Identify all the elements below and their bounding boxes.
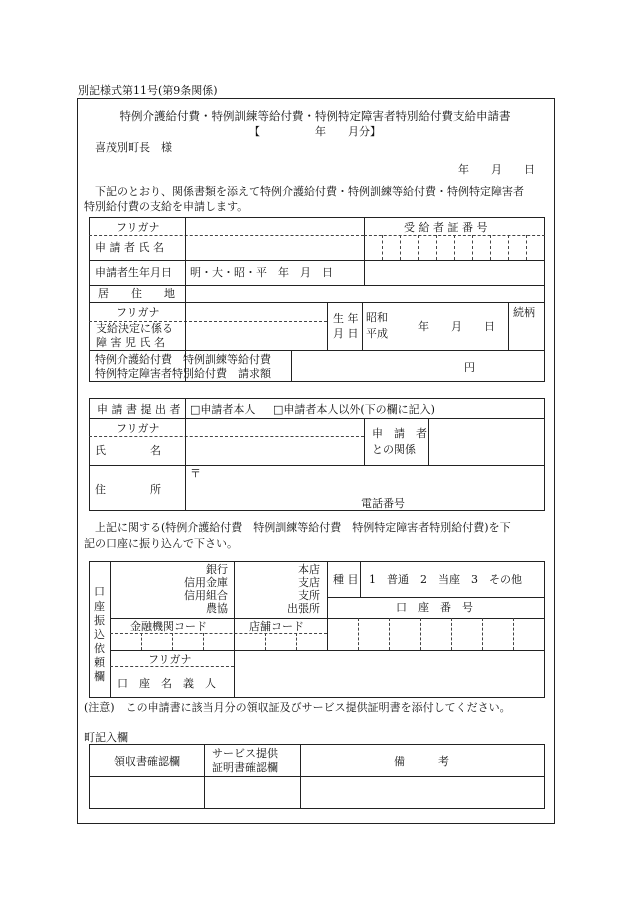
branch-type-office: 支所 [298,589,320,602]
submitter-relation-field[interactable] [429,419,544,464]
submitter-other-checkbox[interactable]: □申請者本人以外(下の欄に記入) [273,403,435,416]
date-field[interactable]: 年 月 日 [458,163,535,176]
addressee: 喜茂別町長 様 [95,141,172,154]
branch-code-label: 店舗コード [249,620,304,633]
vertical-label-6: 頼 [94,656,105,669]
submitter-name-label: 氏 名 [95,444,161,457]
note-text: (注意) この申請書に該当月分の領収証及びサービス提供証明書を添付してください。 [84,701,511,714]
form-title: 特例介護給付費・特例訓練等給付費・特例特定障害者特別給付費支給申請書 [119,109,511,123]
vertical-label-4: 込 [94,628,105,641]
receipt-check-label: 領収書確認欄 [114,755,180,768]
recipient-number-field[interactable] [365,236,544,260]
relation-field[interactable] [509,320,544,349]
receipt-check-field[interactable] [90,777,203,808]
account-kind-label: 種 目 [333,573,359,586]
child-dob-field[interactable]: 年 月 日 [418,320,495,333]
child-name-field[interactable] [186,303,326,349]
child-name-label-2: 障 害 児 氏 名 [96,336,165,349]
submitter-label: 申 請 書 提 出 者 [97,403,181,416]
relation-label-1: 申 請 者 [372,427,427,440]
yen-label: 円 [464,361,475,374]
account-holder-label: 口 座 名 義 人 [117,677,216,690]
branch-code-field[interactable] [235,634,326,649]
remarks-field[interactable] [301,777,544,808]
intro-text-2: 特別給付費の支給を申請します。 [84,200,249,213]
service-cert-label-2: 証明書確認欄 [212,761,278,774]
account-holder-field[interactable] [235,651,544,697]
submitter-address-field[interactable] [200,467,540,495]
vertical-label-5: 依 [94,642,105,655]
residence-field[interactable] [186,286,544,302]
submitter-furigana-label: フリガナ [116,422,160,435]
service-cert-label-1: サービス提供 [212,747,278,760]
child-name-label-1: 支給決定に係る [96,322,173,335]
phone-label: 電話番号 [361,497,405,510]
birth-date-field[interactable]: 明・大・昭・平 年 月 日 [190,266,333,279]
claim-label-1: 特例介護給付費 特例訓練等給付費 [95,353,271,366]
applicant-name-field[interactable] [186,236,363,260]
account-kind-options[interactable]: 1 普通 2 当座 3 その他 [369,573,522,586]
service-cert-field[interactable] [205,777,299,808]
bank-code-field[interactable] [111,634,233,649]
birth-date-label: 申請者生年月日 [95,266,172,279]
recipient-number-label: 受 給 者 証 番 号 [404,221,488,234]
branch-type-sub: 出張所 [287,602,320,615]
dob-label-1: 生 年 [333,312,359,325]
account-number-field[interactable] [328,619,544,649]
bank-type-nokyo: 農協 [206,602,228,615]
bank-type-kumiai: 信用組合 [184,589,228,602]
bank-type-bank: 銀行 [206,563,228,576]
relation-label-2: との関係 [372,443,416,456]
vertical-label-1: 口 [94,585,105,598]
era-heisei: 平成 [366,327,388,340]
residence-label: 居 住 地 [98,287,175,300]
applicant-name-label: 申 請 者 氏 名 [95,241,164,254]
town-section-title: 町記入欄 [84,731,128,744]
remarks-label: 備 考 [394,755,449,768]
era-showa: 昭和 [366,311,388,324]
bank-type-shinkin: 信用金庫 [184,576,228,589]
postal-mark: 〒 [190,467,201,480]
form-title-period: 【 年 月分】 [249,125,381,138]
claim-label-2: 特例特定障害者特別給付費 請求額 [95,367,271,380]
child-furigana-label: フリガナ [116,306,160,319]
submitter-address-label: 住 所 [95,483,161,496]
account-number-label: 口 座 番 号 [396,601,473,614]
submitter-name-field[interactable] [186,419,363,464]
vertical-label-7: 欄 [94,670,105,683]
applicant-furigana-field[interactable] [186,218,363,235]
branch-type-branch: 支店 [298,576,320,589]
submitter-self-checkbox[interactable]: □申請者本人 [190,403,256,416]
vertical-label-3: 振 [94,614,105,627]
intro-text-1: 下記のとおり、関係書類を添えて特例介護給付費・特例訓練等給付費・特例特定障害者 [95,185,524,198]
vertical-label-2: 座 [94,600,105,613]
relation-label: 続柄 [513,306,535,319]
form-number-label: 別記様式第11号(第9条関係) [78,84,218,97]
transfer-text-1: 上記に関する(特例介護給付費 特例訓練等給付費 特例特定障害者特別給付費)を下 [95,521,511,534]
claim-amount-field[interactable] [292,351,544,381]
transfer-text-2: 記の口座に振り込んで下さい。 [84,537,238,550]
furigana-label: フリガナ [116,221,160,234]
holder-furigana-label: フリガナ [148,653,192,666]
branch-type-main: 本店 [298,563,320,576]
dob-label-2: 月 日 [333,327,359,340]
branch-name-field[interactable] [236,562,292,617]
bank-name-field[interactable] [112,562,180,617]
bank-code-label: 金融機関コード [130,620,207,633]
